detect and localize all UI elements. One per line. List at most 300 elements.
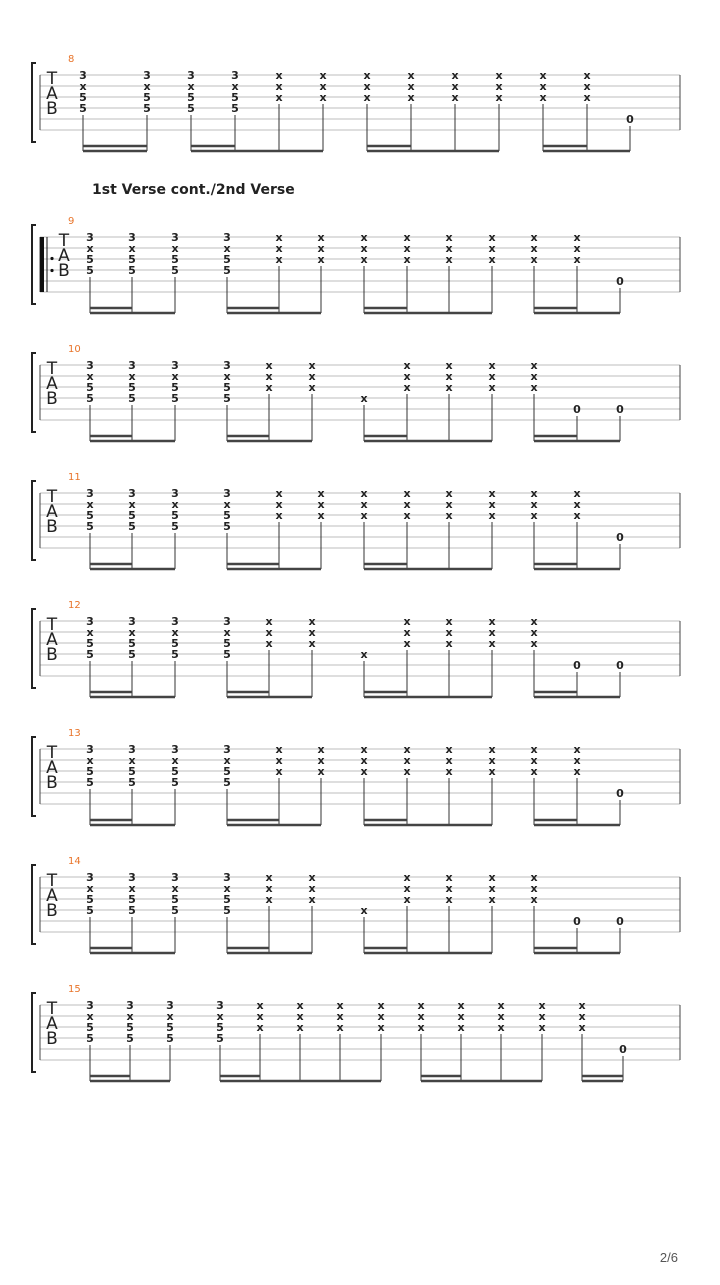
tab-note: x [360,498,368,511]
tab-note: 3 [171,359,179,372]
tab-note: 0 [619,1043,627,1056]
tab-note: x [317,743,325,756]
tab-system [32,856,680,953]
tab-note: x [488,765,496,778]
tab-note: x [223,370,231,383]
tab-note: x [403,253,411,266]
tab-clef-letter: B [46,1029,58,1049]
tab-note: x [187,80,195,93]
system-bracket [32,353,36,432]
tab-note: x [296,1010,304,1023]
tab-note: x [488,370,496,383]
tab-note: 0 [616,531,624,544]
measure-number: 15 [68,984,81,995]
tab-note: 0 [616,403,624,416]
tab-note: x [128,754,136,767]
tab-note: x [488,882,496,895]
tab-note: 5 [223,509,231,522]
tab-note: 3 [86,871,94,884]
tab-note: x [360,904,368,917]
tab-note: x [495,69,503,82]
tab-note: x [539,80,547,93]
tab-note: 3 [223,615,231,628]
tab-note: x [530,754,538,767]
tab-note: x [495,91,503,104]
tab-note: 5 [223,392,231,405]
tab-note: x [403,615,411,628]
tab-note: x [417,999,425,1012]
tab-note: x [317,231,325,244]
tab-note: 3 [223,487,231,500]
tab-note: x [275,765,283,778]
tab-note: x [403,242,411,255]
measure-number: 8 [68,54,75,65]
tab-note: x [265,626,273,639]
tab-note: 0 [573,403,581,416]
tab-note: x [488,743,496,756]
tab-note: 5 [86,648,94,661]
tab-note: x [223,498,231,511]
tab-note: 5 [126,1021,134,1034]
tab-clef-letter: T [46,615,58,635]
tab-note: x [530,359,538,372]
tab-note: x [573,765,581,778]
tab-note: 5 [86,904,94,917]
tab-note: x [583,80,591,93]
tab-note: x [223,882,231,895]
tab-note: x [445,615,453,628]
tab-note: x [317,498,325,511]
tab-note: 0 [626,113,634,126]
tab-note: x [308,370,316,383]
tab-clef-letter: T [46,69,58,89]
tab-note: x [583,91,591,104]
tab-note: 5 [86,1032,94,1045]
tab-note: 3 [187,69,195,82]
tab-note: x [171,242,179,255]
tab-note: 5 [86,1021,94,1034]
tab-note: x [86,1010,94,1023]
measure-number: 11 [68,472,81,483]
tab-note: 3 [86,743,94,756]
tab-note: 5 [171,765,179,778]
tab-note: 5 [223,637,231,650]
tab-note: x [275,91,283,104]
tab-note: x [296,1021,304,1034]
page-number: 2/6 [659,1250,678,1265]
tab-note: x [445,381,453,394]
tab-note: x [573,509,581,522]
tab-note: x [79,80,87,93]
tab-note: x [445,626,453,639]
tab-note: x [445,253,453,266]
tab-note: 3 [171,743,179,756]
tab-note: 3 [171,615,179,628]
tab-note: x [457,1021,465,1034]
tab-note: x [143,80,151,93]
tab-note: x [457,1010,465,1023]
tab-note: 5 [143,91,151,104]
tab-note: x [530,370,538,383]
tab-note: 5 [171,776,179,789]
tab-note: x [275,743,283,756]
tab-note: 5 [223,520,231,533]
tab-clef-letter: B [46,901,58,921]
tab-note: x [171,626,179,639]
tab-note: x [530,765,538,778]
tab-note: x [308,615,316,628]
tab-note: x [360,743,368,756]
tab-note: x [317,754,325,767]
tab-note: x [488,893,496,906]
tab-note: x [488,242,496,255]
tab-note: 3 [86,999,94,1012]
tab-note: x [223,242,231,255]
tab-note: 5 [223,904,231,917]
tab-note: 5 [86,765,94,778]
tab-note: 5 [86,893,94,906]
tab-note: x [265,370,273,383]
tab-note: 5 [128,648,136,661]
system-bracket [32,609,36,688]
tab-note: x [265,871,273,884]
tab-note: 5 [187,91,195,104]
tab-note: 5 [86,253,94,266]
tab-note: 5 [171,637,179,650]
tab-note: 5 [86,392,94,405]
tab-note: 3 [128,231,136,244]
tab-note: x [573,498,581,511]
repeat-dot [50,269,53,272]
tab-note: 5 [171,520,179,533]
tab-note: x [573,253,581,266]
tab-note: 3 [86,487,94,500]
tab-note: 5 [171,381,179,394]
tab-note: x [488,381,496,394]
tab-note: x [403,882,411,895]
system-bracket [32,63,36,142]
tab-clef-letter: T [46,871,58,891]
tab-note: x [403,743,411,756]
tab-clef-letter: T [46,359,58,379]
tab-note: 5 [171,264,179,277]
tab-note: x [451,80,459,93]
tab-note: x [445,637,453,650]
tab-note: 5 [128,776,136,789]
tab-note: x [317,509,325,522]
tab-note: 3 [126,999,134,1012]
tab-note: x [171,754,179,767]
tab-note: 5 [86,776,94,789]
tab-note: x [377,999,385,1012]
tab-note: x [336,1021,344,1034]
tab-note: x [495,80,503,93]
tab-note: x [265,615,273,628]
tab-note: x [86,626,94,639]
tab-note: x [578,999,586,1012]
tab-note: x [530,253,538,266]
tab-note: x [530,637,538,650]
tab-note: 5 [128,765,136,778]
tab-note: 0 [616,915,624,928]
tab-note: x [403,381,411,394]
tab-note: x [497,1021,505,1034]
tab-note: x [445,754,453,767]
tab-note: 0 [616,787,624,800]
tab-clef-letter: A [46,630,58,650]
tab-note: x [403,509,411,522]
tab-note: x [171,370,179,383]
tab-system [32,54,680,151]
tab-note: x [403,754,411,767]
tab-note: x [360,242,368,255]
tab-note: 5 [128,381,136,394]
tab-note: x [488,871,496,884]
tab-note: x [166,1010,174,1023]
tab-note: x [530,882,538,895]
system-bracket [32,481,36,560]
tab-note: x [445,882,453,895]
tab-note: x [445,743,453,756]
tab-note: x [223,754,231,767]
tab-note: 5 [128,904,136,917]
tab-note: x [265,637,273,650]
tab-note: x [538,1010,546,1023]
tab-note: x [488,754,496,767]
tab-note: 3 [223,743,231,756]
tab-note: x [403,487,411,500]
tab-note: x [265,882,273,895]
tab-note: 3 [128,615,136,628]
tab-note: x [445,765,453,778]
tab-note: x [336,999,344,1012]
tab-note: 5 [171,392,179,405]
tab-note: 3 [231,69,239,82]
tab-note: 5 [128,637,136,650]
tab-note: x [171,882,179,895]
tab-note: x [86,370,94,383]
tab-note: 5 [166,1032,174,1045]
tab-note: x [363,80,371,93]
tab-note: x [308,893,316,906]
tab-note: 5 [128,509,136,522]
tab-note: 5 [171,893,179,906]
tab-note: x [530,381,538,394]
tab-note: 3 [128,487,136,500]
measure-number: 14 [68,856,81,867]
tab-note: x [403,498,411,511]
tab-note: x [573,754,581,767]
system-bracket [32,993,36,1072]
tab-clef-letter: B [46,389,58,409]
tab-note: 5 [86,520,94,533]
tab-note: x [417,1010,425,1023]
tab-clef-letter: B [58,261,70,281]
tab-note: x [86,882,94,895]
tab-note: x [407,91,415,104]
tab-note: 5 [166,1021,174,1034]
tab-note: 5 [86,637,94,650]
tab-note: x [403,359,411,372]
tab-note: 3 [128,871,136,884]
tab-note: 3 [171,231,179,244]
tab-system [32,984,680,1081]
tab-note: x [275,80,283,93]
tab-note: x [488,509,496,522]
tab-note: x [216,1010,224,1023]
tab-note: 5 [171,648,179,661]
tab-note: x [445,487,453,500]
tab-clef-letter: A [46,1014,58,1034]
tab-clef-letter: T [46,999,58,1019]
tab-note: x [128,626,136,639]
tab-clef-letter: B [46,517,58,537]
tab-note: 3 [166,999,174,1012]
tab-note: x [573,487,581,500]
tab-note: x [128,242,136,255]
tab-note: 0 [616,659,624,672]
system-bracket [32,737,36,816]
tab-note: x [583,69,591,82]
tab-note: x [308,882,316,895]
tab-note: x [539,91,547,104]
tab-note: x [488,253,496,266]
tab-note: 5 [216,1021,224,1034]
tab-note: x [256,1021,264,1034]
tab-note: x [530,509,538,522]
tab-clef-letter: A [58,246,70,266]
tab-note: x [171,498,179,511]
tab-note: x [488,231,496,244]
tab-note: x [488,359,496,372]
tab-note: x [445,242,453,255]
tab-note: x [265,359,273,372]
tab-note: x [403,893,411,906]
tab-note: x [275,69,283,82]
tab-note: 3 [86,359,94,372]
tab-note: 3 [223,871,231,884]
tab-note: 5 [128,893,136,906]
tab-note: 3 [223,231,231,244]
tab-note: x [530,743,538,756]
tab-note: x [407,80,415,93]
tab-note: 3 [216,999,224,1012]
tab-note: 5 [79,91,87,104]
tab-clef-letter: B [46,773,58,793]
tab-note: x [403,637,411,650]
tab-clef-letter: A [46,758,58,778]
tab-note: x [308,359,316,372]
tab-note: x [256,1010,264,1023]
tab-note: x [578,1010,586,1023]
tab-note: x [445,231,453,244]
tab-note: x [317,253,325,266]
tab-note: 3 [143,69,151,82]
tab-note: x [223,626,231,639]
tab-note: x [128,882,136,895]
tab-note: 5 [79,102,87,115]
tab-note: 5 [223,893,231,906]
tab-note: x [296,999,304,1012]
tab-note: x [488,637,496,650]
tab-note: x [457,999,465,1012]
tab-note: 0 [616,275,624,288]
tab-note: x [538,1021,546,1034]
tab-note: 3 [128,743,136,756]
tab-note: x [265,893,273,906]
tab-note: x [488,498,496,511]
tab-clef-letter: A [46,84,58,104]
tab-note: 3 [171,487,179,500]
tab-note: x [451,91,459,104]
tab-note: x [360,509,368,522]
tab-note: x [573,231,581,244]
tab-note: x [308,871,316,884]
tab-system [32,216,680,313]
tab-note: 5 [223,264,231,277]
tab-note: x [445,498,453,511]
tab-note: 3 [86,615,94,628]
tab-note: 3 [128,359,136,372]
tab-note: x [275,242,283,255]
tab-note: 5 [171,904,179,917]
tab-note: 3 [86,231,94,244]
tab-note: x [308,637,316,650]
tab-note: x [308,626,316,639]
tab-note: x [275,498,283,511]
tab-note: x [308,381,316,394]
tab-note: x [275,509,283,522]
tab-note: x [360,765,368,778]
measure-number: 13 [68,728,81,739]
tab-note: x [126,1010,134,1023]
tab-note: x [488,487,496,500]
tab-note: x [86,242,94,255]
tab-note: x [377,1021,385,1034]
tab-note: 5 [86,509,94,522]
tab-note: x [360,253,368,266]
tab-system [32,472,680,569]
tab-note: 5 [223,253,231,266]
tab-note: 5 [231,91,239,104]
tab-note: x [530,498,538,511]
tab-clef-letter: T [46,743,58,763]
tab-note: x [336,1010,344,1023]
tab-note: x [530,871,538,884]
tab-note: 5 [171,509,179,522]
tab-system [32,344,680,441]
tab-note: x [530,242,538,255]
tab-note: x [317,765,325,778]
system-bracket [32,225,36,304]
measure-number: 9 [68,216,75,227]
tab-clef-letter: T [46,487,58,507]
section-label: 1st Verse cont./2nd Verse [92,182,295,198]
tab-note: x [363,91,371,104]
tab-note: x [451,69,459,82]
tab-clef-letter: T [58,231,70,251]
tab-note: x [319,80,327,93]
tab-note: x [275,487,283,500]
tab-note: x [530,893,538,906]
tab-note: x [573,242,581,255]
tab-system [32,728,680,825]
tab-note: x [445,871,453,884]
tab-note: x [275,231,283,244]
tab-clef-letter: A [46,502,58,522]
tab-note: x [417,1021,425,1034]
tab-note: x [497,1010,505,1023]
